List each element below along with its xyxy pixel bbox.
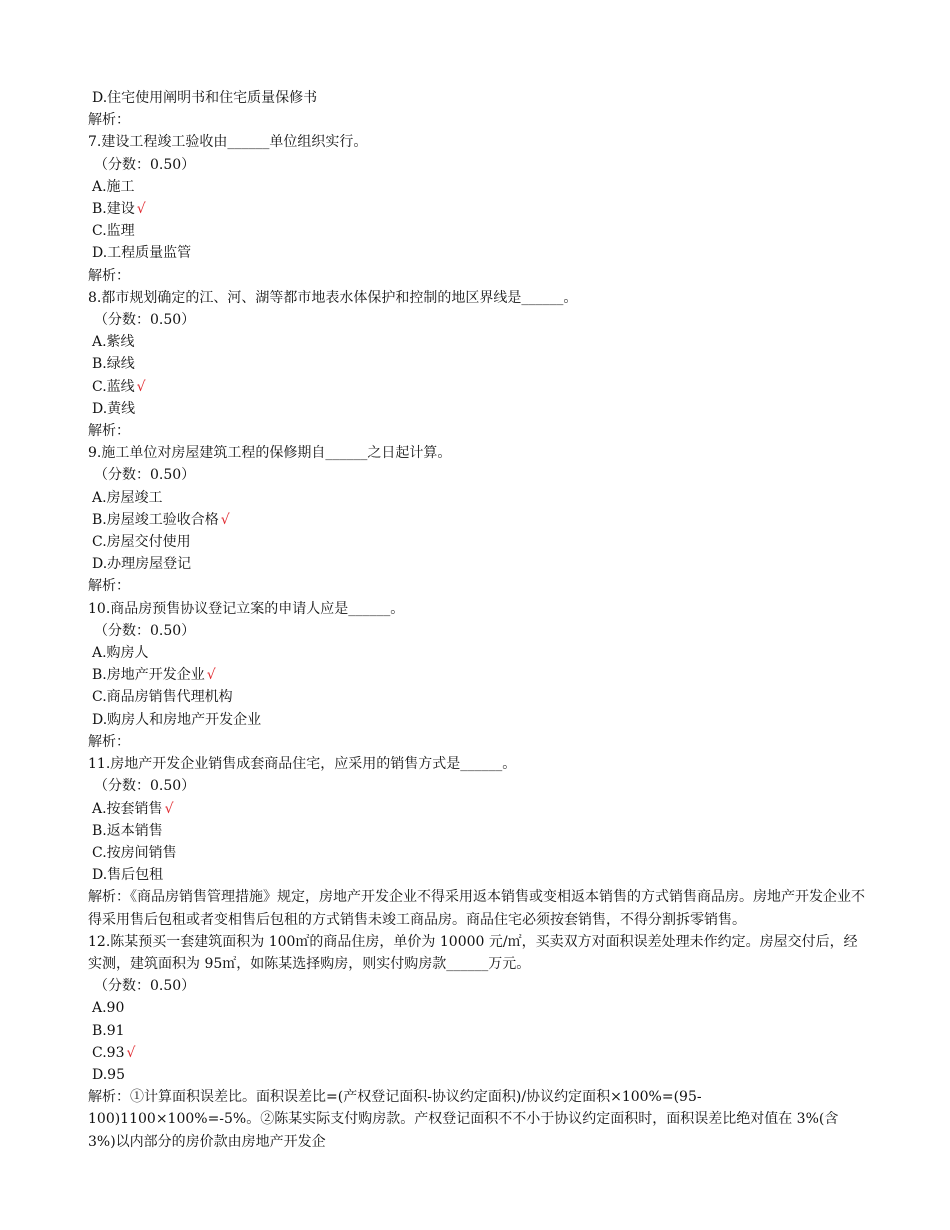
option-text: B.房屋竣工验收合格 xyxy=(92,511,219,528)
score-text: （分数：0.50） xyxy=(94,156,196,173)
option-text: A.紫线 xyxy=(92,334,135,351)
question-text: 9.施工单位对房屋建筑工程的保修期自______之日起计算。 xyxy=(88,445,452,462)
correct-answer-check-icon: √ xyxy=(164,800,174,817)
option-text: C.监理 xyxy=(92,223,135,240)
analysis-label: 解析： xyxy=(88,267,130,284)
doc-line xyxy=(88,686,868,708)
doc-line xyxy=(88,664,868,686)
option-text: C.商品房销售代理机构 xyxy=(92,689,233,706)
question-text: 11.房地产开发企业销售成套商品住宅，应采用的销售方式是______。 xyxy=(88,756,517,773)
correct-answer-check-icon: √ xyxy=(136,201,146,218)
option-text: B.房地产开发企业 xyxy=(92,667,205,684)
doc-line xyxy=(88,464,868,486)
question-text: 7.建设工程竣工验收由______单位组织实行。 xyxy=(88,134,368,151)
doc-line xyxy=(88,331,868,353)
doc-line xyxy=(88,265,868,287)
doc-line xyxy=(88,176,868,198)
option-text: C.按房间销售 xyxy=(92,844,177,861)
doc-line xyxy=(88,1020,868,1042)
option-text: A.购房人 xyxy=(92,645,149,662)
correct-answer-check-icon: √ xyxy=(220,511,230,528)
question-text: 10.商品房预售协议登记立案的申请人应是______。 xyxy=(88,600,405,617)
doc-line xyxy=(88,87,868,109)
analysis-label: 解析： xyxy=(88,112,130,129)
option-text: C.93 xyxy=(92,1044,125,1061)
correct-answer-check-icon: √ xyxy=(206,667,216,684)
analysis-label: 解析： xyxy=(88,578,130,595)
doc-line xyxy=(88,775,868,797)
doc-line xyxy=(88,531,868,553)
doc-line xyxy=(88,420,868,442)
doc-line xyxy=(88,753,868,775)
doc-line xyxy=(88,975,868,997)
doc-line xyxy=(88,220,868,242)
exam-document xyxy=(88,87,868,1153)
doc-line xyxy=(88,353,868,375)
question-text: 8.都市规划确定的江、河、湖等都市地表水体保护和控制的地区界线是______。 xyxy=(88,289,578,306)
doc-line xyxy=(88,154,868,176)
doc-line xyxy=(88,309,868,331)
doc-line xyxy=(88,509,868,531)
score-text: （分数：0.50） xyxy=(94,622,196,639)
score-text: （分数：0.50） xyxy=(94,467,196,484)
doc-line xyxy=(88,1086,868,1153)
correct-answer-check-icon: √ xyxy=(126,1044,136,1061)
doc-line xyxy=(88,575,868,597)
doc-line xyxy=(88,487,868,509)
option-text: D.购房人和房地产开发企业 xyxy=(92,711,262,728)
option-text: D.办理房屋登记 xyxy=(92,556,192,573)
option-text: B.返本销售 xyxy=(92,822,163,839)
option-text: C.房屋交付使用 xyxy=(92,534,191,551)
doc-line xyxy=(88,109,868,131)
doc-line xyxy=(88,398,868,420)
doc-line xyxy=(88,598,868,620)
doc-line xyxy=(88,1064,868,1086)
analysis-label: 解析： xyxy=(88,733,130,750)
doc-line xyxy=(88,931,868,975)
doc-line xyxy=(88,997,868,1019)
doc-line xyxy=(88,709,868,731)
correct-answer-check-icon: √ xyxy=(136,378,146,395)
doc-line xyxy=(88,842,868,864)
doc-line xyxy=(88,242,868,264)
paragraph-text: 解析：①计算面积误差比。面积误差比=(产权登记面积-协议约定面积)/协议约定面积×100%=(95-100)1100×100%=-5%。②陈某实际支付购房款。产权登记面积不不小于协议约定面积时，面积误差比绝对值在 3%(含 3%)以内部分的房价款由房地产开发企 xyxy=(88,1089,839,1150)
option-text: A.施工 xyxy=(92,178,135,195)
doc-line xyxy=(88,864,868,886)
doc-line xyxy=(88,198,868,220)
score-text: （分数：0.50） xyxy=(94,778,196,795)
option-text: B.91 xyxy=(92,1022,125,1039)
doc-line xyxy=(88,287,868,309)
doc-line xyxy=(88,376,868,398)
paragraph-text: 12.陈某预买一套建筑面积为 100㎡的商品住房，单价为 10000 元/㎡，买卖双方对面积误差处理未作约定。房屋交付后，经实测，建筑面积为 95㎡，如陈某选择购房，则实付购房款______万元。 xyxy=(88,933,858,972)
option-text: A.房屋竣工 xyxy=(92,489,163,506)
option-text: D.售后包租 xyxy=(92,867,164,884)
doc-line xyxy=(88,642,868,664)
doc-line xyxy=(88,1042,868,1064)
score-text: （分数：0.50） xyxy=(94,978,196,995)
option-text: D.住宅使用阐明书和住宅质量保修书 xyxy=(92,90,318,106)
option-text: A.按套销售 xyxy=(92,800,163,817)
option-text: D.工程质量监管 xyxy=(92,245,192,262)
doc-line xyxy=(88,553,868,575)
analysis-label: 解析： xyxy=(88,423,130,440)
doc-line xyxy=(88,886,868,930)
doc-line xyxy=(88,820,868,842)
option-text: B.绿线 xyxy=(92,356,135,373)
doc-line xyxy=(88,442,868,464)
option-text: D.95 xyxy=(92,1066,125,1083)
score-text: （分数：0.50） xyxy=(94,312,196,329)
option-text: D.黄线 xyxy=(92,400,136,417)
paragraph-text: 解析：《商品房销售管理措施》规定，房地产开发企业不得采用返本销售或变相返本销售的方式销售商品房。房地产开发企业不得采用售后包租或者变相售后包租的方式销售未竣工商品房。商品住宅必须按套销售，不得分割拆零销售。 xyxy=(88,889,865,928)
doc-line xyxy=(88,131,868,153)
option-text: A.90 xyxy=(92,1000,125,1017)
option-text: B.建设 xyxy=(92,201,135,218)
doc-line xyxy=(88,798,868,820)
doc-line xyxy=(88,731,868,753)
option-text: C.蓝线 xyxy=(92,378,135,395)
doc-line xyxy=(88,620,868,642)
